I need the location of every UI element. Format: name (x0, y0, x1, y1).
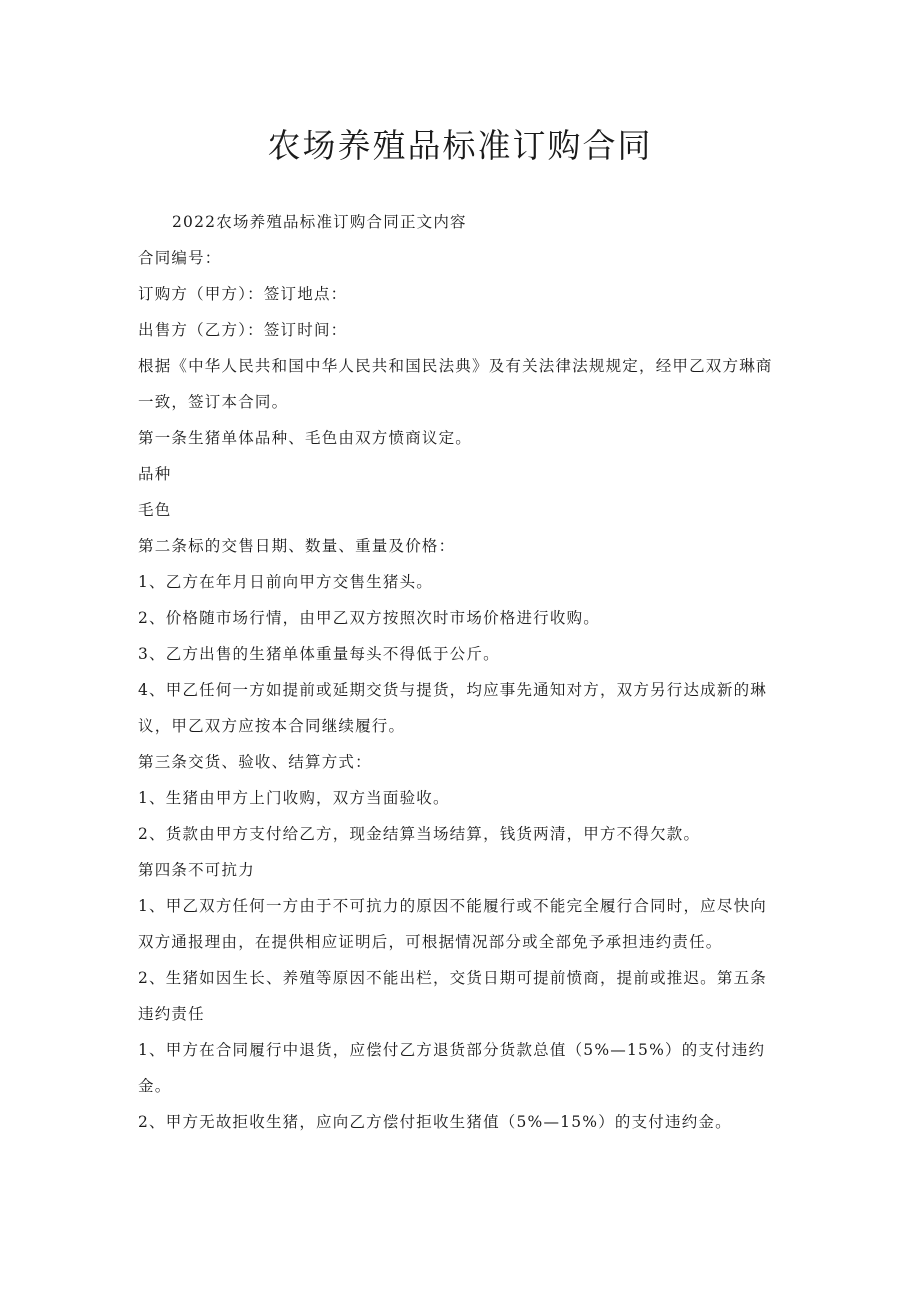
buyer-line: 订购方（甲方）：签订地点： (138, 285, 348, 303)
preamble-paragraph: 根据《中华人民共和国中华人民共和国民法典》及有关法律法规规定，经甲乙双方琳商一致，签订本合同。 (138, 357, 773, 411)
article-2-item-2: 2、价格随市场行情，由甲乙双方按照次时市场价格进行收购。 (138, 609, 600, 627)
article-4-item-1: 1、甲乙双方任何一方由于不可抗力的原因不能履行或不能完全履行合同时，应尽快向双方通报理由，在提供相应证明后，可根据情况部分或全部免予承担违约责任。 (138, 897, 767, 951)
article-2-heading: 第二条标的交售日期、数量、重量及价格： (138, 537, 456, 555)
seller-line: 出售方（乙方）：签订时间： (138, 321, 348, 339)
article-3-heading: 第三条交货、验收、结算方式： (138, 753, 372, 771)
article-1-heading: 第一条生猪单体品种、毛色由双方愤商议定。 (138, 429, 473, 447)
article-2-item-4: 4、甲乙任何一方如提前或延期交货与提货，均应事先通知对方，双方另行达成新的琳议，甲乙双方应按本合同继续履行。 (138, 681, 767, 735)
article-5-item-2: 2、甲方无故拒收生猪，应向乙方偿付拒收生猪值（5%—15%）的支付违约金。 (138, 1113, 732, 1131)
article-2-item-3: 3、乙方出售的生猪单体重量每头不得低于公斤。 (138, 645, 500, 663)
article-4-item-2: 2、生猪如因生长、养殖等原因不能出栏，交货日期可提前愤商，提前或推迟。第五条违约责任 (138, 969, 767, 1023)
article-3-item-2: 2、货款由甲方支付给乙方，现金结算当场结算，钱货两清，甲方不得欠款。 (138, 825, 701, 843)
document-body (138, 204, 778, 1140)
document-title: 农场养殖品标准订购合同 (267, 126, 653, 165)
article-4-heading: 第四条不可抗力 (138, 861, 255, 879)
contract-number-line: 合同编号： (138, 249, 222, 267)
article-3-item-1: 1、生猪由甲方上门收购，双方当面验收。 (138, 789, 450, 807)
breed-line: 品种 (138, 465, 172, 483)
subtitle-line: 2022农场养殖品标准订购合同正文内容 (172, 213, 467, 231)
article-2-item-1: 1、乙方在年月日前向甲方交售生猪头。 (138, 573, 433, 591)
color-line: 毛色 (138, 501, 172, 519)
article-5-item-1: 1、甲方在合同履行中退货，应偿付乙方退货部分货款总值（5%—15%）的支付违约金。 (138, 1041, 766, 1095)
